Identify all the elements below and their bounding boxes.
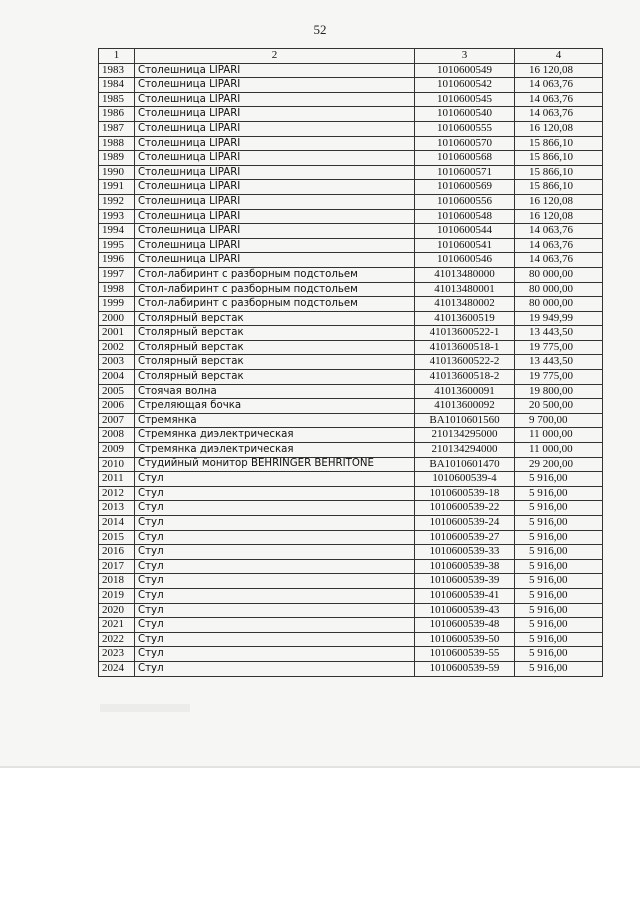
inventory-code-cell: 1010600555 — [415, 121, 515, 136]
row-number-cell: 2000 — [99, 311, 135, 326]
inventory-code-cell: 1010600539-50 — [415, 632, 515, 647]
inventory-code-cell: 1010600539-39 — [415, 574, 515, 589]
row-number-cell: 2008 — [99, 428, 135, 443]
inventory-code-cell: 1010600539-38 — [415, 559, 515, 574]
inventory-code-cell: BA1010601560 — [415, 413, 515, 428]
item-name-cell: Столешница LIPARI — [135, 92, 415, 107]
item-name-cell: Стул — [135, 661, 415, 676]
row-number-cell: 1989 — [99, 151, 135, 166]
inventory-code-cell: 41013480000 — [415, 267, 515, 282]
row-number-cell: 2007 — [99, 413, 135, 428]
inventory-code-cell: 1010600540 — [415, 107, 515, 122]
inventory-code-cell: 1010600556 — [415, 194, 515, 209]
item-name-cell: Стул — [135, 516, 415, 531]
table-row — [99, 486, 603, 501]
table-row — [99, 501, 603, 516]
table-row — [99, 209, 603, 224]
item-name-cell: Стол-лабиринт с разборным подстольем — [135, 297, 415, 312]
table-row — [99, 472, 603, 487]
amount-cell: 5 916,00 — [515, 516, 603, 531]
amount-cell: 16 120,08 — [515, 194, 603, 209]
table-row — [99, 297, 603, 312]
row-number-cell: 2018 — [99, 574, 135, 589]
table-row — [99, 63, 603, 78]
row-number-cell: 2016 — [99, 545, 135, 560]
table-row — [99, 574, 603, 589]
amount-cell: 19 949,99 — [515, 311, 603, 326]
inventory-code-cell: 41013600518-2 — [415, 370, 515, 385]
column-header-sum: 4 — [515, 49, 603, 64]
table-row — [99, 121, 603, 136]
item-name-cell: Столешница LIPARI — [135, 180, 415, 195]
item-name-cell: Столешница LIPARI — [135, 63, 415, 78]
inventory-code-cell: 41013600522-1 — [415, 326, 515, 341]
amount-cell: 80 000,00 — [515, 297, 603, 312]
inventory-code-cell: 1010600539-41 — [415, 588, 515, 603]
item-name-cell: Столешница LIPARI — [135, 136, 415, 151]
inventory-code-cell: 1010600539-4 — [415, 472, 515, 487]
table-row — [99, 238, 603, 253]
inventory-code-cell: 210134295000 — [415, 428, 515, 443]
row-number-cell: 1994 — [99, 224, 135, 239]
item-name-cell: Столешница LIPARI — [135, 253, 415, 268]
item-name-cell: Столярный верстак — [135, 340, 415, 355]
amount-cell: 19 775,00 — [515, 340, 603, 355]
row-number-cell: 1996 — [99, 253, 135, 268]
item-name-cell: Стоячая волна — [135, 384, 415, 399]
amount-cell: 5 916,00 — [515, 559, 603, 574]
amount-cell: 5 916,00 — [515, 501, 603, 516]
table-row — [99, 267, 603, 282]
amount-cell: 80 000,00 — [515, 282, 603, 297]
row-number-cell: 1983 — [99, 63, 135, 78]
item-name-cell: Стул — [135, 472, 415, 487]
item-name-cell: Столешница LIPARI — [135, 209, 415, 224]
inventory-code-cell: 41013600518-1 — [415, 340, 515, 355]
table-row — [99, 428, 603, 443]
item-name-cell: Стул — [135, 574, 415, 589]
inventory-code-cell: 210134294000 — [415, 443, 515, 458]
amount-cell: 15 866,10 — [515, 151, 603, 166]
inventory-code-cell: 1010600539-33 — [415, 545, 515, 560]
amount-cell: 16 120,08 — [515, 209, 603, 224]
row-number-cell: 2013 — [99, 501, 135, 516]
row-number-cell: 2024 — [99, 661, 135, 676]
row-number-cell: 1992 — [99, 194, 135, 209]
row-number-cell: 2019 — [99, 588, 135, 603]
inventory-code-cell: 1010600539-59 — [415, 661, 515, 676]
amount-cell: 13 443,50 — [515, 355, 603, 370]
item-name-cell: Столешница LIPARI — [135, 151, 415, 166]
inventory-code-cell: 1010600539-18 — [415, 486, 515, 501]
amount-cell: 14 063,76 — [515, 253, 603, 268]
amount-cell: 15 866,10 — [515, 180, 603, 195]
item-name-cell: Стул — [135, 559, 415, 574]
amount-cell: 5 916,00 — [515, 472, 603, 487]
row-number-cell: 2023 — [99, 647, 135, 662]
row-number-cell: 2005 — [99, 384, 135, 399]
table-row — [99, 457, 603, 472]
table-row — [99, 588, 603, 603]
row-number-cell: 2020 — [99, 603, 135, 618]
amount-cell: 14 063,76 — [515, 238, 603, 253]
inventory-code-cell: BA1010601470 — [415, 457, 515, 472]
table-row — [99, 107, 603, 122]
amount-cell: 14 063,76 — [515, 78, 603, 93]
row-number-cell: 1998 — [99, 282, 135, 297]
amount-cell: 5 916,00 — [515, 588, 603, 603]
amount-cell: 19 800,00 — [515, 384, 603, 399]
table-row — [99, 151, 603, 166]
row-number-cell: 1991 — [99, 180, 135, 195]
inventory-code-cell: 1010600571 — [415, 165, 515, 180]
row-number-cell: 2017 — [99, 559, 135, 574]
amount-cell: 14 063,76 — [515, 224, 603, 239]
item-name-cell: Стремянка диэлектрическая — [135, 428, 415, 443]
item-name-cell: Стул — [135, 603, 415, 618]
amount-cell: 5 916,00 — [515, 618, 603, 633]
item-name-cell: Столешница LIPARI — [135, 224, 415, 239]
table-row — [99, 516, 603, 531]
table-row — [99, 165, 603, 180]
amount-cell: 14 063,76 — [515, 92, 603, 107]
table-row — [99, 180, 603, 195]
amount-cell: 15 866,10 — [515, 165, 603, 180]
item-name-cell: Стул — [135, 545, 415, 560]
table-row — [99, 355, 603, 370]
amount-cell: 19 775,00 — [515, 370, 603, 385]
row-number-cell: 2012 — [99, 486, 135, 501]
item-name-cell: Столярный верстак — [135, 311, 415, 326]
item-name-cell: Стул — [135, 501, 415, 516]
row-number-cell: 1984 — [99, 78, 135, 93]
table-row — [99, 647, 603, 662]
amount-cell: 9 700,00 — [515, 413, 603, 428]
row-number-cell: 1995 — [99, 238, 135, 253]
item-name-cell: Стул — [135, 588, 415, 603]
amount-cell: 5 916,00 — [515, 486, 603, 501]
amount-cell: 5 916,00 — [515, 574, 603, 589]
amount-cell: 5 916,00 — [515, 632, 603, 647]
amount-cell: 15 866,10 — [515, 136, 603, 151]
amount-cell: 5 916,00 — [515, 661, 603, 676]
table-body — [99, 63, 603, 676]
column-header-code: 3 — [415, 49, 515, 64]
amount-cell: 29 200,00 — [515, 457, 603, 472]
row-number-cell: 2010 — [99, 457, 135, 472]
amount-cell: 20 500,00 — [515, 399, 603, 414]
item-name-cell: Стремянка — [135, 413, 415, 428]
row-number-cell: 1993 — [99, 209, 135, 224]
amount-cell: 5 916,00 — [515, 603, 603, 618]
amount-cell: 14 063,76 — [515, 107, 603, 122]
row-number-cell: 1990 — [99, 165, 135, 180]
inventory-code-cell: 1010600545 — [415, 92, 515, 107]
table-row — [99, 253, 603, 268]
amount-cell: 5 916,00 — [515, 647, 603, 662]
inventory-table — [98, 48, 603, 677]
item-name-cell: Столярный верстак — [135, 370, 415, 385]
amount-cell: 11 000,00 — [515, 443, 603, 458]
item-name-cell: Столешница LIPARI — [135, 165, 415, 180]
item-name-cell: Стул — [135, 486, 415, 501]
row-number-cell: 2011 — [99, 472, 135, 487]
table-row — [99, 413, 603, 428]
inventory-code-cell: 1010600549 — [415, 63, 515, 78]
inventory-code-cell: 41013480002 — [415, 297, 515, 312]
amount-cell: 5 916,00 — [515, 530, 603, 545]
inventory-code-cell: 1010600541 — [415, 238, 515, 253]
row-number-cell: 1997 — [99, 267, 135, 282]
inventory-table-container — [98, 48, 603, 677]
amount-cell: 13 443,50 — [515, 326, 603, 341]
table-row — [99, 443, 603, 458]
table-row — [99, 311, 603, 326]
scan-edge — [0, 766, 640, 768]
inventory-code-cell: 41013480001 — [415, 282, 515, 297]
item-name-cell: Стреляющая бочка — [135, 399, 415, 414]
page-number: 52 — [313, 22, 327, 37]
table-row — [99, 632, 603, 647]
inventory-code-cell: 1010600546 — [415, 253, 515, 268]
inventory-code-cell: 1010600539-27 — [415, 530, 515, 545]
row-number-cell: 2014 — [99, 516, 135, 531]
amount-cell: 80 000,00 — [515, 267, 603, 282]
table-row — [99, 78, 603, 93]
item-name-cell: Стул — [135, 647, 415, 662]
row-number-cell: 2006 — [99, 399, 135, 414]
inventory-code-cell: 41013600091 — [415, 384, 515, 399]
table-row — [99, 224, 603, 239]
table-row — [99, 384, 603, 399]
item-name-cell: Стул — [135, 530, 415, 545]
row-number-cell: 1986 — [99, 107, 135, 122]
amount-cell: 16 120,08 — [515, 63, 603, 78]
inventory-code-cell: 1010600544 — [415, 224, 515, 239]
row-number-cell: 2021 — [99, 618, 135, 633]
table-row — [99, 136, 603, 151]
item-name-cell: Столешница LIPARI — [135, 194, 415, 209]
table-row — [99, 545, 603, 560]
table-row — [99, 340, 603, 355]
column-header-index: 1 — [99, 49, 135, 64]
item-name-cell: Столярный верстак — [135, 355, 415, 370]
table-row — [99, 618, 603, 633]
item-name-cell: Стремянка диэлектрическая — [135, 443, 415, 458]
inventory-code-cell: 41013600519 — [415, 311, 515, 326]
inventory-code-cell: 1010600542 — [415, 78, 515, 93]
row-number-cell: 2001 — [99, 326, 135, 341]
row-number-cell: 2022 — [99, 632, 135, 647]
item-name-cell: Столешница LIPARI — [135, 107, 415, 122]
item-name-cell: Столярный верстак — [135, 326, 415, 341]
table-row — [99, 370, 603, 385]
inventory-code-cell: 1010600539-43 — [415, 603, 515, 618]
row-number-cell: 1999 — [99, 297, 135, 312]
faint-stamp-mark — [100, 704, 190, 712]
row-number-cell: 2002 — [99, 340, 135, 355]
row-number-cell: 2015 — [99, 530, 135, 545]
row-number-cell: 2003 — [99, 355, 135, 370]
row-number-cell: 1987 — [99, 121, 135, 136]
item-name-cell: Стол-лабиринт с разборным подстольем — [135, 282, 415, 297]
inventory-code-cell: 1010600539-55 — [415, 647, 515, 662]
inventory-code-cell: 1010600539-24 — [415, 516, 515, 531]
inventory-code-cell: 1010600569 — [415, 180, 515, 195]
amount-cell: 5 916,00 — [515, 545, 603, 560]
item-name-cell: Стул — [135, 618, 415, 633]
item-name-cell: Столешница LIPARI — [135, 238, 415, 253]
table-row — [99, 530, 603, 545]
table-row — [99, 282, 603, 297]
inventory-code-cell: 41013600092 — [415, 399, 515, 414]
inventory-code-cell: 1010600539-22 — [415, 501, 515, 516]
inventory-code-cell: 1010600548 — [415, 209, 515, 224]
inventory-code-cell: 1010600539-48 — [415, 618, 515, 633]
table-row — [99, 603, 603, 618]
table-row — [99, 559, 603, 574]
inventory-code-cell: 1010600570 — [415, 136, 515, 151]
row-number-cell: 2009 — [99, 443, 135, 458]
table-row — [99, 326, 603, 341]
item-name-cell: Стул — [135, 632, 415, 647]
table-row — [99, 661, 603, 676]
table-row — [99, 194, 603, 209]
table-header-row — [99, 49, 603, 64]
inventory-code-cell: 41013600522-2 — [415, 355, 515, 370]
amount-cell: 11 000,00 — [515, 428, 603, 443]
table-row — [99, 399, 603, 414]
table-row — [99, 92, 603, 107]
column-header-name: 2 — [135, 49, 415, 64]
row-number-cell: 1988 — [99, 136, 135, 151]
item-name-cell: Столешница LIPARI — [135, 121, 415, 136]
row-number-cell: 1985 — [99, 92, 135, 107]
item-name-cell: Столешница LIPARI — [135, 78, 415, 93]
amount-cell: 16 120,08 — [515, 121, 603, 136]
inventory-code-cell: 1010600568 — [415, 151, 515, 166]
item-name-cell: Стол-лабиринт с разборным подстольем — [135, 267, 415, 282]
row-number-cell: 2004 — [99, 370, 135, 385]
item-name-cell: Студийный монитор BEHRINGER BEHRITONE — [135, 457, 415, 472]
